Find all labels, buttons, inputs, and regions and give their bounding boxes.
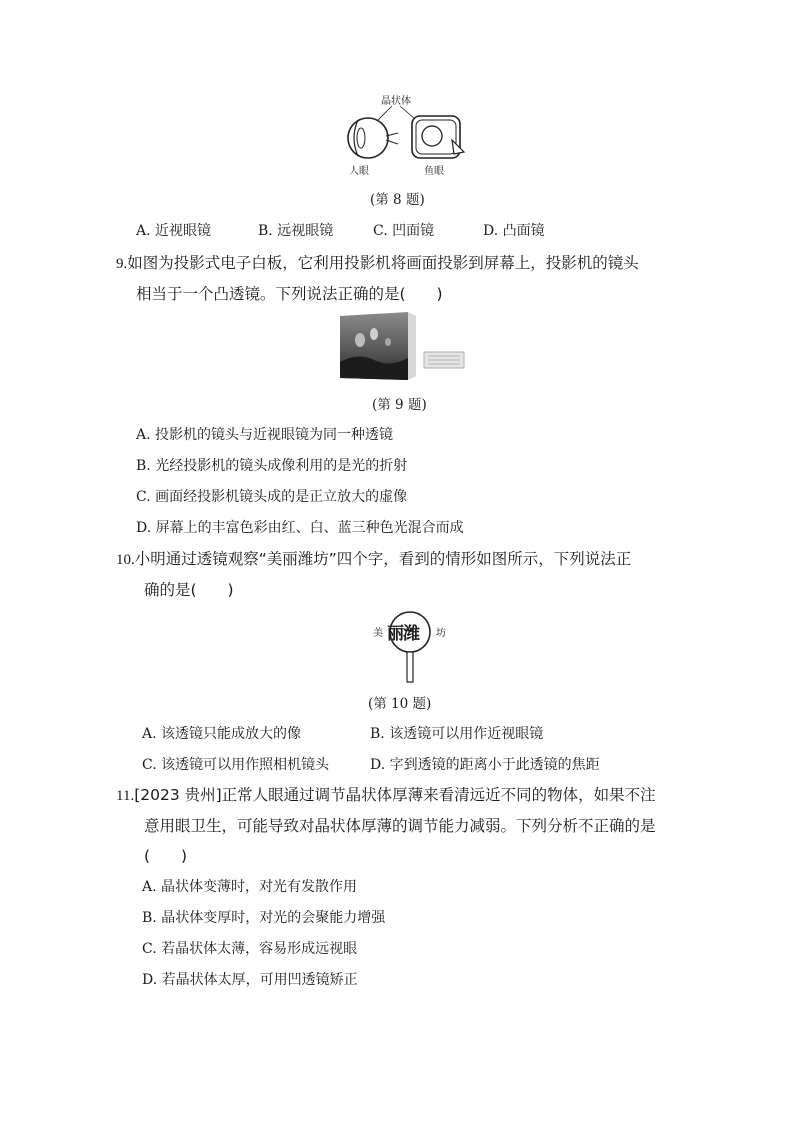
q10-line2: 确的是( ) bbox=[144, 581, 234, 599]
q9-line2: 相当于一个凸透镜。下列说法正确的是( ) bbox=[136, 285, 443, 303]
q9-option-b: B. 光经投影机的镜头成像利用的是光的折射 bbox=[136, 458, 408, 474]
q10-figure bbox=[370, 608, 450, 684]
q11-line3: ( ) bbox=[144, 847, 188, 865]
q9-figure bbox=[338, 312, 468, 382]
q10-option-c: C. 该透镜可以用作照相机镜头 bbox=[142, 757, 330, 773]
q10-lens-text: 丽潍 bbox=[387, 624, 419, 644]
q8-option-a: A. 近视眼镜 bbox=[136, 223, 212, 239]
q9-number: 9. bbox=[116, 256, 128, 272]
q10-option-a: A. 该透镜只能成放大的像 bbox=[142, 726, 302, 742]
q8-lens-label: 晶状体 bbox=[381, 96, 411, 107]
q8-fish-label: 鱼眼 bbox=[424, 166, 444, 177]
q8-figure bbox=[340, 92, 470, 176]
q11-stem bbox=[116, 780, 676, 871]
q10-stem bbox=[116, 544, 676, 605]
q9-option-c: C. 画面经投影机镜头成的是正立放大的虚像 bbox=[136, 489, 408, 505]
q10-caption: (第 10 题) bbox=[368, 696, 432, 712]
q11-line2: 意用眼卫生，可能导致对晶状体厚薄的调节能力减弱。下列分析不正确的是 bbox=[144, 817, 656, 835]
q9-stem bbox=[116, 248, 676, 309]
q8-option-c: C. 凹面镜 bbox=[373, 223, 435, 239]
q9-line1: 如图为投影式电子白板，它利用投影机将画面投影到屏幕上，投影机的镜头 bbox=[127, 254, 639, 272]
q8-option-b: B. 远视眼镜 bbox=[258, 223, 334, 239]
q10-option-d: D. 字到透镜的距离小于此透镜的焦距 bbox=[370, 757, 600, 773]
q11-option-b: B. 晶状体变厚时，对光的会聚能力增强 bbox=[142, 910, 386, 926]
q10-option-b: B. 该透镜可以用作近视眼镜 bbox=[370, 726, 544, 742]
q8-human-label: 人眼 bbox=[349, 166, 369, 177]
q11-line1: [2023 贵州]正常人眼通过调节晶状体厚薄来看清远近不同的物体，如果不注 bbox=[134, 786, 656, 804]
q11-option-d: D. 若晶状体太厚，可用凹透镜矫正 bbox=[142, 972, 358, 988]
q10-number: 10. bbox=[116, 552, 135, 568]
q10-right-char: 坊 bbox=[436, 628, 446, 639]
q8-option-d: D. 凸面镜 bbox=[483, 223, 545, 239]
q9-caption: (第 9 题) bbox=[372, 397, 427, 413]
eye-diagram-icon bbox=[340, 102, 470, 162]
q10-line1: 小明通过透镜观察“美丽潍坊”四个字，看到的情形如图所示，下列说法正 bbox=[134, 550, 632, 568]
projector-whiteboard-icon bbox=[338, 312, 468, 382]
q9-option-a: A. 投影机的镜头与近视眼镜为同一种透镜 bbox=[136, 427, 394, 443]
q11-number: 11. bbox=[116, 788, 135, 804]
q8-caption: (第 8 题) bbox=[370, 192, 425, 208]
q10-left-char: 美 bbox=[373, 628, 383, 639]
q11-option-c: C. 若晶状体太薄，容易形成远视眼 bbox=[142, 941, 358, 957]
q9-option-d: D. 屏幕上的丰富色彩由红、白、蓝三种色光混合而成 bbox=[136, 520, 464, 536]
q11-option-a: A. 晶状体变薄时，对光有发散作用 bbox=[142, 879, 358, 895]
